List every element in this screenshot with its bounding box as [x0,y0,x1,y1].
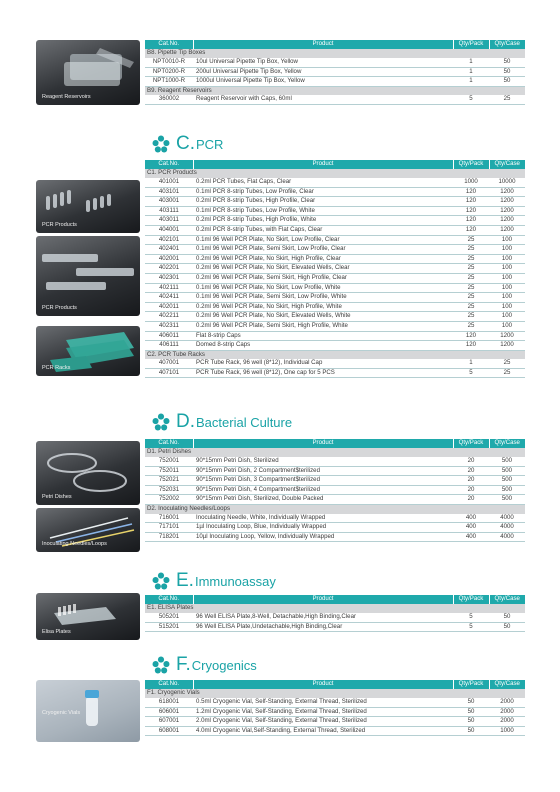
cat-no-cell: NPT1000-R [145,77,193,87]
cat-no-cell: 606001 [145,707,193,717]
product-cell: 2.0ml Cryogenic Vial, Self-Standing, External Thread, Sterilized [193,717,453,727]
qty-case-cell: 100 [489,235,525,245]
category-row [145,169,525,178]
table-row [145,293,525,303]
flower-icon [152,135,170,153]
qty-case-cell: 25 [489,359,525,368]
qty-pack-cell: 5 [453,622,489,632]
cat-no-cell: 752001 [145,457,193,466]
qty-pack-cell: 5 [453,613,489,622]
qty-pack-cell: 25 [453,254,489,264]
qty-case-cell: 500 [489,485,525,495]
col-cat-no: Cat.No. [145,40,193,49]
section-heading-immunoassay [152,568,276,594]
flower-icon [152,413,170,431]
qty-pack-cell: 120 [453,331,489,341]
cat-no-cell: 618001 [145,698,193,707]
qty-case-cell: 100 [489,302,525,312]
table-row [145,717,525,727]
qty-pack-cell: 400 [453,532,489,542]
qty-case-cell: 500 [489,466,525,476]
category-label: C2. PCR Tube Racks [145,350,525,359]
section-letter: E. [176,570,194,591]
section-name: Immunoassay [194,573,276,589]
product-cell: 0.1ml 96 Well PCR Plate, Semi Skirt, Low Profile, White [193,293,453,303]
col-qty-case: Qty/Case [489,595,525,604]
qty-case-cell: 50 [489,77,525,87]
table-row [145,523,525,533]
cat-no-cell: 515201 [145,622,193,632]
table-row [145,613,525,622]
cat-no-cell: 402401 [145,245,193,255]
table-row [145,245,525,255]
cryogenic-vials-photo [36,680,140,742]
qty-pack-cell: 50 [453,698,489,707]
product-cell: Flat 8-strip Caps [193,331,453,341]
cat-no-cell: 717101 [145,523,193,533]
table-row [145,341,525,351]
product-cell: 0.5ml Cryogenic Vial, Self-Standing, External Thread, Sterilized [193,698,453,707]
product-cell: 0.2ml PCR 8-strip Tubes, High Profile, Clear [193,197,453,207]
qty-pack-cell: 120 [453,187,489,197]
col-product: Product [193,680,453,689]
qty-case-cell: 1200 [489,206,525,216]
petri-dishes-photo [36,441,140,505]
table-row [145,707,525,717]
product-cell: 0.2ml 96 Well PCR Plate, Semi Skirt, High Profile, Clear [193,273,453,283]
table-row [145,321,525,331]
cat-no-cell: 403111 [145,206,193,216]
section-letter: C. [176,133,195,154]
product-cell: Inoculating Needle, White, Individually Wrapped [193,514,453,523]
table-row [145,495,525,505]
col-qty-case: Qty/Case [489,439,525,448]
category-label: D1. Petri Dishes [145,448,525,457]
cat-no-cell: 505201 [145,613,193,622]
cat-no-cell: NPT0010-R [145,58,193,67]
table-row [145,67,525,77]
qty-case-cell: 100 [489,245,525,255]
qty-case-cell: 100 [489,254,525,264]
category-label: D2. Inoculating Needles/Loops [145,504,525,513]
qty-pack-cell: 1 [453,359,489,368]
qty-case-cell: 500 [489,476,525,486]
col-cat-no: Cat.No. [145,680,193,689]
qty-case-cell: 1200 [489,197,525,207]
qty-pack-cell: 25 [453,312,489,322]
cat-no-cell: 402101 [145,235,193,245]
qty-case-cell: 2000 [489,707,525,717]
cat-no-cell: 403001 [145,197,193,207]
section-heading-pcr [152,131,223,157]
category-label: E1. ELISA Plates [145,604,525,613]
qty-case-cell: 25 [489,368,525,378]
col-product: Product [193,160,453,169]
table-row [145,532,525,542]
table-row [145,216,525,226]
qty-case-cell: 100 [489,293,525,303]
qty-pack-cell: 50 [453,707,489,717]
col-cat-no: Cat.No. [145,439,193,448]
table-row [145,197,525,207]
product-cell: 0.2ml 96 Well PCR Plate, Semi Skirt, High Profile, White [193,321,453,331]
qty-pack-cell: 120 [453,341,489,351]
section-name: Bacterial Culture [196,414,293,430]
table-row [145,273,525,283]
qty-pack-cell: 20 [453,495,489,505]
product-cell: 90*15mm Petri Dish, 3 Compartment$terilized [193,476,453,486]
qty-case-cell: 4000 [489,532,525,542]
cat-no-cell: 608001 [145,726,193,736]
product-cell: 0.2ml 96 Well PCR Plate, No Skirt, High Profile, Clear [193,254,453,264]
table-row [145,485,525,495]
cat-no-cell: 402211 [145,312,193,322]
photo-label: Reagent Reservoirs [42,94,91,100]
qty-pack-cell: 1 [453,58,489,67]
qty-case-cell: 100 [489,312,525,322]
cat-no-cell: 752021 [145,476,193,486]
category-row [145,86,525,95]
inoculating-loops-photo [36,508,140,552]
cat-no-cell: 402411 [145,293,193,303]
qty-pack-cell: 120 [453,197,489,207]
qty-pack-cell: 50 [453,726,489,736]
table-row [145,698,525,707]
pcr-plates-photo [36,236,140,316]
photo-label: Petri Dishes [42,494,72,500]
cat-no-cell: 402201 [145,264,193,274]
qty-pack-cell: 25 [453,264,489,274]
table-row [145,283,525,293]
table-row [145,457,525,466]
table-row [145,178,525,187]
cat-no-cell: 406111 [145,341,193,351]
product-cell: 10µl Inoculating Loop, Yellow, Individually Wrapped [193,532,453,542]
category-row [145,689,525,698]
col-qty-case: Qty/Case [489,160,525,169]
flower-icon [152,572,170,590]
qty-pack-cell: 20 [453,457,489,466]
col-cat-no: Cat.No. [145,160,193,169]
qty-pack-cell: 25 [453,293,489,303]
product-cell: PCR Tube Rack, 96 well (8*12), One cap for 5 PCS [193,368,453,378]
category-row [145,350,525,359]
section-name: Cryogenics [191,657,257,673]
category-row [145,448,525,457]
table-row [145,187,525,197]
category-label: F1. Cryogenic Vials [145,689,525,698]
col-qty-pack: Qty/Pack [453,40,489,49]
qty-pack-cell: 25 [453,273,489,283]
table-row [145,622,525,632]
qty-case-cell: 1200 [489,187,525,197]
col-qty-case: Qty/Case [489,680,525,689]
product-cell: 96 Well ELISA Plate,8-Well, Detachable,High Binding,Clear [193,613,453,622]
qty-case-cell: 100 [489,283,525,293]
product-cell: 1000ul Universal Pipette Tip Box, Yellow [193,77,453,87]
cat-no-cell: 404001 [145,225,193,235]
section-b-table [145,40,525,105]
qty-case-cell: 1200 [489,341,525,351]
qty-case-cell: 500 [489,495,525,505]
product-cell: 1µl Inoculating Loop, Blue, Individually Wrapped [193,523,453,533]
cat-no-cell: 402001 [145,254,193,264]
col-product: Product [193,439,453,448]
col-qty-pack: Qty/Pack [453,439,489,448]
product-cell: 4.0ml Cryogenic Vial,Self-Standing, External Thread, Sterilized [193,726,453,736]
qty-pack-cell: 120 [453,216,489,226]
qty-case-cell: 4000 [489,514,525,523]
section-f-table [145,680,525,736]
col-qty-pack: Qty/Pack [453,680,489,689]
qty-case-cell: 50 [489,58,525,67]
cat-no-cell: 402311 [145,321,193,331]
cat-no-cell: 752011 [145,466,193,476]
product-cell: 0.1ml 96 Well PCR Plate, Semi Skirt, Low Profile, Clear [193,245,453,255]
section-d-table [145,439,525,542]
section-letter: D. [176,411,195,432]
table-row [145,77,525,87]
category-label: B8. Pipette Tip Boxes [145,49,525,58]
table-row [145,95,525,104]
qty-pack-cell: 1 [453,77,489,87]
cat-no-cell: 403011 [145,216,193,226]
qty-pack-cell: 120 [453,225,489,235]
cat-no-cell: 407101 [145,368,193,378]
table-row [145,466,525,476]
qty-pack-cell: 1000 [453,178,489,187]
cat-no-cell: 752002 [145,495,193,505]
product-cell: 0.1ml PCR 8-strip Tubes, Low Profile, White [193,206,453,216]
category-label: B9. Reagent Reservoirs [145,86,525,95]
table-row [145,312,525,322]
table-row [145,726,525,736]
table-row [145,264,525,274]
cat-no-cell: 403101 [145,187,193,197]
cat-no-cell: 402111 [145,283,193,293]
table-row [145,225,525,235]
section-heading-bacterial-culture [152,409,292,435]
photo-label: Elisa Plates [42,629,71,635]
qty-case-cell: 10000 [489,178,525,187]
col-qty-pack: Qty/Pack [453,160,489,169]
qty-case-cell: 1200 [489,225,525,235]
qty-case-cell: 100 [489,321,525,331]
product-cell: Reagent Reservoir with Caps, 60ml [193,95,453,104]
col-cat-no: Cat.No. [145,595,193,604]
product-cell: 90*15mm Petri Dish, Sterilized [193,457,453,466]
cat-no-cell: 402301 [145,273,193,283]
product-cell: 1.2ml Cryogenic Vial, Self-Standing, External Thread, Sterilized [193,707,453,717]
flower-icon [152,656,170,674]
product-cell: 0.1ml 96 Well PCR Plate, No Skirt, Low Profile, White [193,283,453,293]
qty-case-cell: 500 [489,457,525,466]
cat-no-cell: 607001 [145,717,193,727]
product-cell: 96 Well ELISA Plate,Undetachable,High Binding,Clear [193,622,453,632]
product-cell: 200ul Universal Pipette Tip Box, Yellow [193,67,453,77]
cat-no-cell: NPT0200-R [145,67,193,77]
photo-label: Cryogenic Vials [42,710,81,716]
table-row [145,368,525,378]
table-row [145,58,525,67]
category-row [145,49,525,58]
photo-label: PCR Products [42,305,77,311]
cat-no-cell: 406011 [145,331,193,341]
section-name: PCR [196,136,224,152]
qty-pack-cell: 20 [453,466,489,476]
qty-pack-cell: 50 [453,717,489,727]
qty-case-cell: 50 [489,613,525,622]
qty-case-cell: 2000 [489,717,525,727]
qty-case-cell: 2000 [489,698,525,707]
product-cell: 0.2ml 96 Well PCR Plate, No Skirt, High Profile, White [193,302,453,312]
product-cell: 90*15mm Petri Dish, 4 Compartment$terilized [193,485,453,495]
elisa-plates-photo [36,593,140,640]
qty-pack-cell: 25 [453,283,489,293]
qty-pack-cell: 120 [453,206,489,216]
product-cell: PCR Tube Rack, 96 well (8*12), Individual Cap [193,359,453,368]
product-cell: 0.2ml 96 Well PCR Plate, No Skirt, Elevated Wells, Clear [193,264,453,274]
product-cell: 90*15mm Petri Dish, Sterilized, Double Packed [193,495,453,505]
qty-case-cell: 1200 [489,331,525,341]
qty-case-cell: 100 [489,264,525,274]
pcr-racks-photo [36,326,140,376]
qty-pack-cell: 20 [453,485,489,495]
qty-pack-cell: 25 [453,321,489,331]
product-cell: Domed 8-strip Caps [193,341,453,351]
pcr-tubes-photo [36,180,140,233]
product-cell: 0.2ml PCR 8-strip Tubes, with Flat Caps, Clear [193,225,453,235]
reagent-reservoirs-photo [36,40,140,105]
qty-pack-cell: 400 [453,523,489,533]
qty-pack-cell: 1 [453,67,489,77]
cat-no-cell: 752031 [145,485,193,495]
qty-pack-cell: 25 [453,235,489,245]
qty-case-cell: 50 [489,67,525,77]
qty-pack-cell: 5 [453,368,489,378]
table-row [145,514,525,523]
qty-case-cell: 25 [489,95,525,104]
photo-label: PCR Products [42,222,77,228]
pcr-plates-illustration [36,236,140,316]
qty-case-cell: 50 [489,622,525,632]
product-cell: 0.2ml PCR 8-strip Tubes, High Profile, White [193,216,453,226]
col-product: Product [193,40,453,49]
qty-pack-cell: 5 [453,95,489,104]
table-row [145,206,525,216]
cat-no-cell: 402011 [145,302,193,312]
col-product: Product [193,595,453,604]
col-qty-pack: Qty/Pack [453,595,489,604]
cat-no-cell: 360002 [145,95,193,104]
category-label: C1. PCR Products [145,169,525,178]
qty-case-cell: 1000 [489,726,525,736]
section-heading-cryogenics [152,652,257,678]
cat-no-cell: 716001 [145,514,193,523]
product-cell: 0.2ml 96 Well PCR Plate, No Skirt, Elevated Wells, White [193,312,453,322]
product-cell: 0.2ml PCR Tubes, Flat Caps, Clear [193,178,453,187]
photo-label: PCR Racks [42,365,71,371]
col-qty-case: Qty/Case [489,40,525,49]
product-cell: 0.1ml 96 Well PCR Plate, No Skirt, Low Profile, Clear [193,235,453,245]
cat-no-cell: 718201 [145,532,193,542]
qty-pack-cell: 25 [453,245,489,255]
category-row [145,604,525,613]
qty-pack-cell: 400 [453,514,489,523]
section-letter: F. [176,654,191,675]
qty-case-cell: 100 [489,273,525,283]
section-c-table [145,160,525,378]
table-row [145,359,525,368]
cat-no-cell: 407001 [145,359,193,368]
category-row [145,504,525,513]
table-row [145,302,525,312]
product-cell: 10ul Universal Pipette Tip Box, Yellow [193,58,453,67]
photo-label: Inoculating Needles/Loops [42,541,107,547]
product-cell: 0.1ml PCR 8-strip Tubes, Low Profile, Clear [193,187,453,197]
qty-case-cell: 1200 [489,216,525,226]
table-row [145,331,525,341]
qty-pack-cell: 25 [453,302,489,312]
table-row [145,235,525,245]
table-row [145,476,525,486]
qty-pack-cell: 20 [453,476,489,486]
section-e-table [145,595,525,632]
qty-case-cell: 4000 [489,523,525,533]
cat-no-cell: 401001 [145,178,193,187]
product-cell: 90*15mm Petri Dish, 2 Compartment$terilized [193,466,453,476]
table-row [145,254,525,264]
